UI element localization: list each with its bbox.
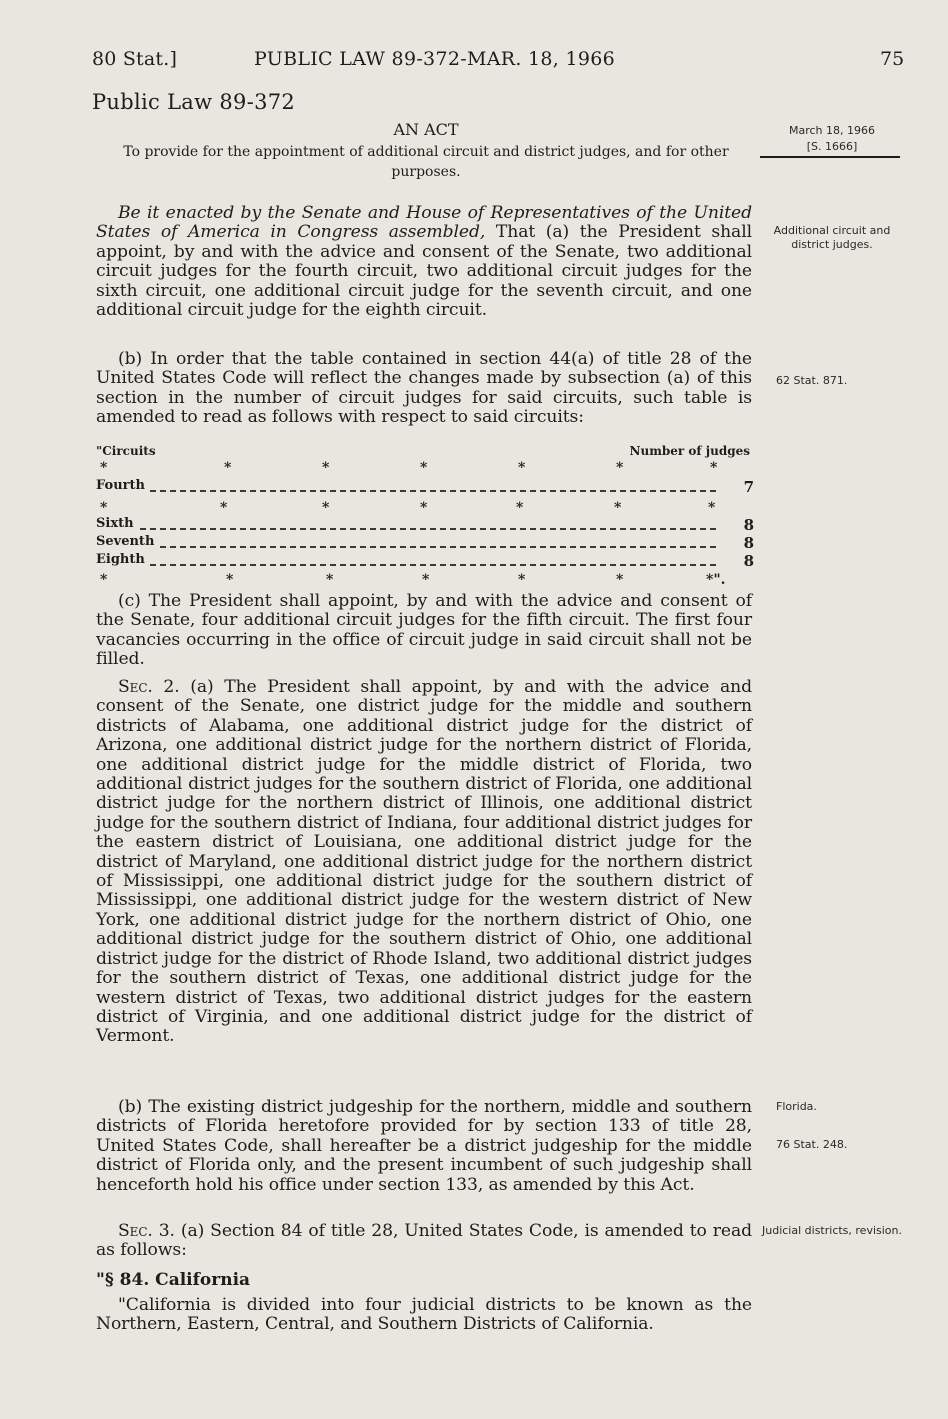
enacting-clause	[96, 204, 752, 320]
running-head-volume: 80 Stat.]	[92, 48, 178, 70]
margin-note-florida: Florida.	[776, 1100, 817, 1113]
margin-date: March 18, 1966	[788, 124, 875, 137]
ellipsis-stars: * * * * * * *".	[100, 572, 726, 588]
section-2-label: Sec. 2.	[118, 677, 180, 697]
enacting-text: That (a) the President shall appoint, by and with the advice and consent of the Senate, two additional circuit judges for the fourth circuit, two additional circuit judges for the sixth circuit, one additional circuit judge for the seventh circuit, and one additional circuit judge for the eighth circuit.	[96, 222, 753, 321]
table-row	[96, 516, 756, 534]
page-number: 75	[880, 48, 905, 70]
margin-note-76-stat: 76 Stat. 248.	[776, 1138, 848, 1151]
row-judges: 8	[743, 552, 754, 570]
act-heading: AN ACT	[393, 120, 459, 139]
margin-note-62-stat: 62 Stat. 871.	[776, 374, 848, 387]
section-3-label: Sec. 3.	[118, 1221, 175, 1241]
running-head-title: PUBLIC LAW 89-372-MAR. 18, 1966	[254, 48, 616, 70]
public-law-number: Public Law 89-372	[92, 90, 296, 114]
margin-rule	[760, 156, 900, 158]
table-end-mark: *".	[706, 572, 726, 588]
table-row	[96, 552, 756, 570]
ellipsis-stars: * * * * * * *	[100, 460, 718, 476]
section-2b: (b) The existing district judgeship for the northern, middle and southern districts of Florida heretofore provided for by section 133 of title 28, United States Code, shall hereafter be a district judgeship for the middle district of Florida only, and the present incumbent of such judgeship shall henceforth hold his office under section 133, as amended by this Act.	[96, 1097, 752, 1195]
margin-note-additional-judges: Additional circuit and district judges.	[773, 224, 891, 251]
row-judges: 8	[743, 516, 754, 534]
california-paragraph: "California is divided into four judicial districts to be known as the Northern, Eastern, Central, and Southern Districts of California.	[96, 1295, 752, 1335]
margin-note-judicial-districts: Judicial districts, revision.	[762, 1224, 902, 1237]
paragraph-b: (b) In order that the table contained in section 44(a) of title 28 of the United States Code will reflect the changes made by subsection (a) of this section in the number of circuit judges for said circuits, such table is amended to read as follows with respect to said circuits:	[96, 349, 752, 428]
table-col-judges: Number of judges	[629, 444, 750, 458]
margin-bill: [S. 1666]	[806, 140, 858, 153]
table-col-circuits: "Circuits	[96, 444, 156, 458]
section-3a-text: (a) Section 84 of title 28, United States Code, is amended to read as follows:	[96, 1221, 752, 1261]
section-2a-text: (a) The President shall appoint, by and with the advice and consent of the Senate, one district judge for the middle and southern districts of Alabama, one additional district judge for the district of Arizona, one additional district judge for the northern district of Florida, one additional district judge for the middle district of Florida, two additional district judges for the southern district of Florida, one additional district judge for the northern district of Illinois, one additional district judge for the southern district of Indiana, four additional district judges for the eastern district of Louisiana, one additional district judge for the district of Maryland, one additional district judge for the northern district of Mississippi, one additional district judge for the southern district of Mississippi, one additional district judge for the western district of New York, one additional district judge for the northern district of Ohio, one additional district judge for the southern district of Ohio, one additional district judge for the district of Rhode Island, two additional district judges for the southern district of Texas, one additional district judge for the western district of Texas, two additional district judges for the eastern district of Virginia, and one additional district judge for the district of Vermont.	[96, 677, 752, 1047]
enacting-formula: Be it enacted by the Senate and House of Representatives of the United States of America in Congress assembled,	[96, 203, 752, 243]
ellipsis-stars: * * * * * * *	[100, 500, 716, 516]
act-purpose: To provide for the appointment of additional circuit and district judges, and for other purposes.	[123, 144, 729, 180]
table-row	[96, 534, 756, 552]
paragraph-c: (c) The President shall appoint, by and with the advice and consent of the Senate, four additional circuit judges for the fifth circuit. The first four vacancies occurring in the office of circuit judge in said circuit shall not be filled.	[96, 591, 752, 670]
section-3a	[96, 1222, 752, 1261]
row-judges: 8	[743, 534, 754, 552]
row-circuit: Seventh	[96, 534, 155, 549]
row-judges: 7	[743, 478, 754, 496]
row-circuit: Sixth	[96, 516, 134, 531]
row-circuit: Fourth	[96, 478, 145, 493]
row-circuit: Eighth	[96, 552, 145, 567]
section-84-heading: "§ 84. California	[96, 1270, 251, 1290]
table-row	[96, 478, 756, 496]
section-2a	[96, 678, 752, 1047]
